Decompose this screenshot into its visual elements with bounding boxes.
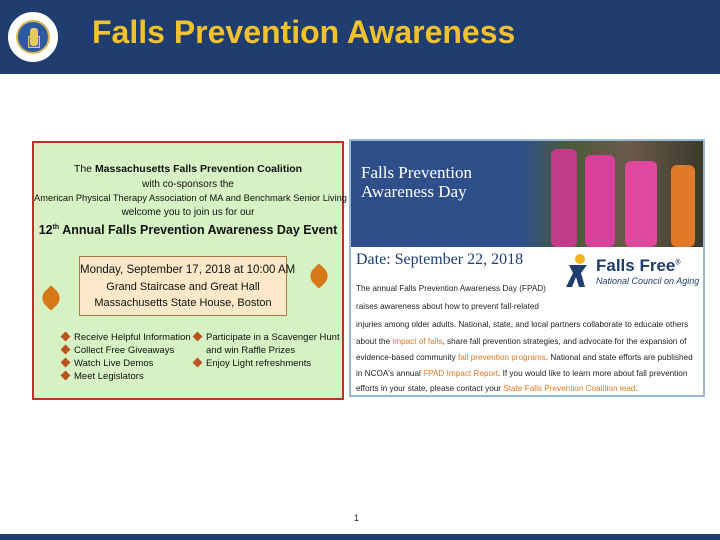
event-suffix: th: [52, 223, 60, 231]
leaf-bullet-icon: [193, 332, 203, 342]
falls-free-brand: Falls Free®: [596, 256, 681, 275]
massachusetts-seal-logo: [6, 10, 60, 64]
fpad-text-line: efforts in your state, please contact your State Falls Prevention Coalition lead.: [356, 384, 638, 393]
fall-prevention-programs-link[interactable]: fall prevention programs: [457, 353, 546, 362]
autumn-leaf-icon: [38, 285, 63, 310]
coalition-name: Massachusetts Falls Prevention Coalition: [94, 163, 303, 175]
person-figure: [585, 155, 615, 247]
event-venue: Grand Staircase and Great Hall: [106, 281, 260, 293]
fpad-text-line: about the impact of falls, share fall prevention strategies, and advocate for the expansion of: [356, 337, 687, 346]
footer-bar: [0, 534, 720, 540]
page-number: 1: [354, 513, 360, 523]
autumn-leaf-icon: [306, 263, 331, 288]
flyer-welcome-line: welcome you to join us for our: [121, 207, 255, 218]
list-item: Collect Free Giveaways: [62, 344, 191, 357]
fpad-text-line: injuries among older adults. National, state, and local partners collaborate to educate others: [356, 320, 689, 329]
fpad-text-line: evidence-based community fall prevention programs. National and state efforts are published: [356, 353, 693, 362]
header-bar: [0, 0, 720, 74]
event-number: 12: [38, 223, 53, 237]
flyer-intro-line: [34, 163, 342, 175]
figure-icon: [30, 28, 38, 46]
flyer-cosponsor-names: American Physical Therapy Association of MA and Benchmark Senior Living: [34, 193, 347, 203]
person-figure: [551, 149, 577, 247]
flyer-intro-prefix: The: [73, 163, 95, 175]
fpad-text-line: in NCOA's annual FPAD Impact Report. If you would like to learn more about fall prevention: [356, 369, 688, 378]
bullet-list-right: [194, 331, 340, 370]
tai-chi-photo: [521, 141, 703, 247]
coalition-event-flyer: [32, 141, 347, 400]
banner-title: Falls Prevention Awareness Day: [361, 163, 472, 201]
list-item: Participate in a Scavenger Hunt: [194, 331, 340, 344]
list-item: Enjoy Light refreshments: [194, 357, 340, 370]
fpad-text-line: raises awareness about how to prevent fall-related: [356, 302, 539, 311]
list-item: and win Raffle Prizes: [206, 345, 296, 356]
fpad-text-line: The annual Falls Prevention Awareness Day (FPAD): [356, 284, 546, 293]
event-date-box: [79, 256, 296, 316]
impact-of-falls-link[interactable]: impact of falls: [392, 337, 443, 346]
state-coalition-lead-link[interactable]: State Falls Prevention Coalition lead: [503, 384, 636, 393]
seal-emblem: [16, 20, 50, 54]
event-location: Massachusetts State House, Boston: [94, 297, 272, 309]
leaf-bullet-icon: [193, 358, 203, 368]
event-date-time: Monday, September 17, 2018 at 10:00 AM: [80, 264, 296, 276]
event-name: Annual Falls Prevention Awareness Day Event: [59, 223, 338, 237]
fpad-info-panel: [349, 139, 705, 397]
list-item: Meet Legislators: [62, 370, 191, 383]
leaf-bullet-icon: [61, 332, 71, 342]
person-figure: [671, 165, 695, 247]
fpad-banner: [351, 141, 703, 247]
person-figure: [625, 161, 657, 247]
leaf-bullet-icon: [61, 358, 71, 368]
leaf-bullet-icon: [61, 345, 71, 355]
ncoa-name: National Council on Aging: [596, 276, 700, 286]
slide-title: Falls Prevention Awareness: [92, 14, 516, 50]
fpad-impact-report-link[interactable]: FPAD Impact Report: [423, 369, 499, 378]
fpad-date: Date: September 22, 2018: [356, 251, 524, 268]
flyer-event-title: [34, 223, 342, 237]
flyer-cosponsor-line: with co-sponsors the: [142, 179, 234, 190]
leaf-bullet-icon: [61, 371, 71, 381]
bullet-list-left: [62, 331, 191, 383]
list-item: Receive Helpful Information: [62, 331, 191, 344]
list-item: Watch Live Demos: [62, 357, 191, 370]
